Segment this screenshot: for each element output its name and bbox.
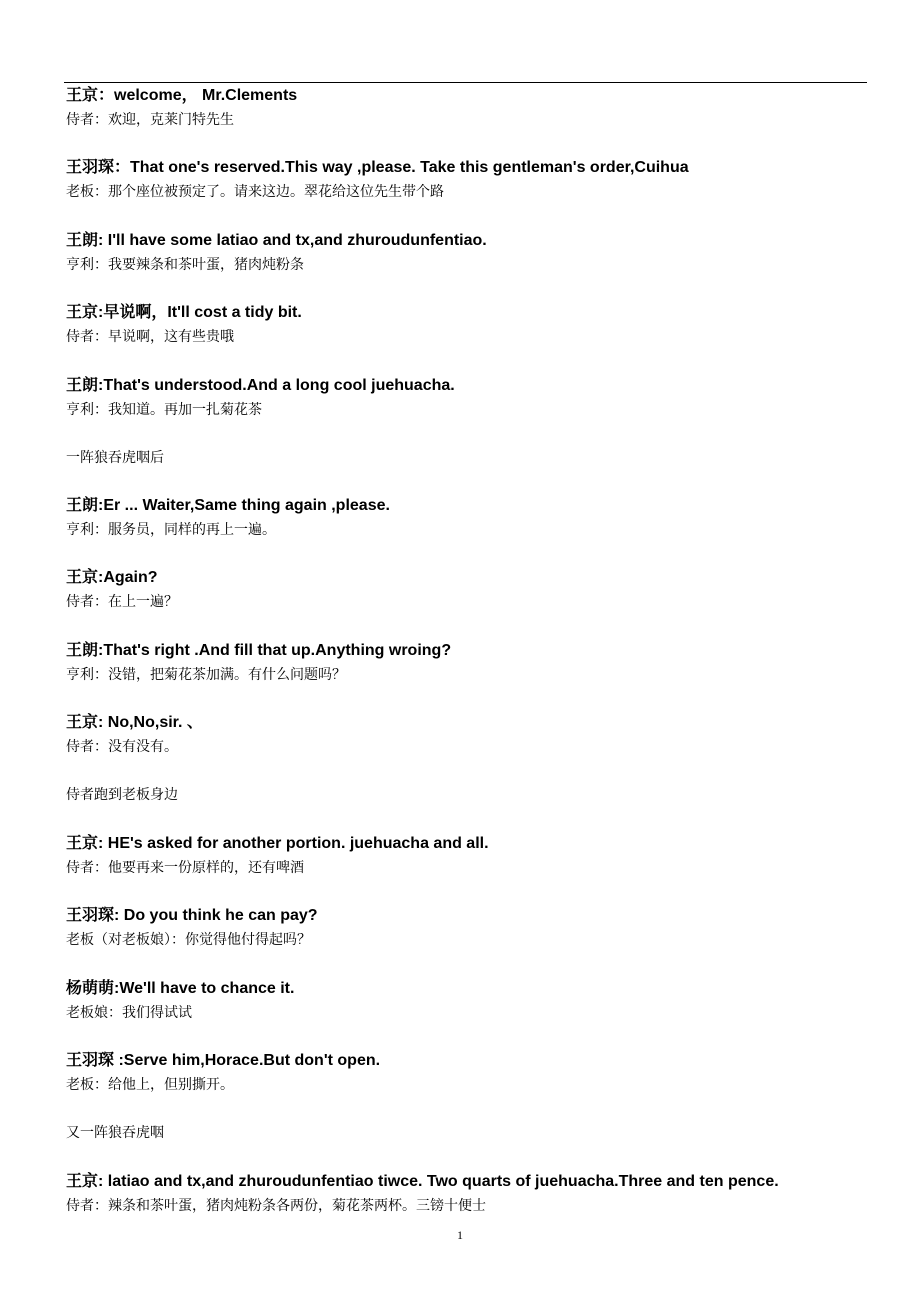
dialogue-chinese: 老板娘：我们得试试 xyxy=(66,1005,192,1021)
dialogue-chinese: 老板：给他上，但别撕开。 xyxy=(66,1077,234,1093)
dialogue-chinese: 老板（对老板娘）：你觉得他付得起吗？ xyxy=(66,932,311,948)
dialogue-english: 王朗:That's understood.And a long cool juehuacha. xyxy=(66,377,455,394)
stage-direction: 又一阵狼吞虎咽 xyxy=(66,1125,164,1141)
stage-direction: 一阵狼吞虎咽后 xyxy=(66,450,164,466)
dialogue-chinese: 亨利：我要辣条和茶叶蛋，猪肉炖粉条 xyxy=(66,257,304,273)
page-number: 1 xyxy=(457,1228,463,1242)
dialogue-chinese: 侍者：在上一遍？ xyxy=(66,594,178,610)
dialogue-chinese: 亨利：我知道。再加一扎菊花茶 xyxy=(66,402,262,418)
dialogue-chinese: 侍者：早说啊，这有些贵哦 xyxy=(66,329,234,345)
dialogue-chinese: 老板：那个座位被预定了。请来这边。翠花给这位先生带个路 xyxy=(66,184,444,200)
dialogue-english: 王羽琛 :Serve him,Horace.But don't open. xyxy=(66,1052,381,1069)
dialogue-english: 王朗:Er ... Waiter,Same thing again ,please. xyxy=(66,497,390,514)
dialogue-english: 王羽琛：That one's reserved.This way ,please. Take this gentleman's order,Cuihua xyxy=(66,159,689,176)
dialogue-chinese: 亨利：服务员，同样的再上一遍。 xyxy=(66,522,276,538)
dialogue-english: 王朗:That's right .And fill that up.Anything wroing? xyxy=(66,642,452,659)
dialogue-chinese: 侍者：没有没有。 xyxy=(66,739,178,755)
dialogue-english: 王羽琛: Do you think he can pay? xyxy=(66,907,318,924)
dialogue-chinese: 侍者：欢迎，克莱门特先生 xyxy=(66,112,234,128)
stage-direction: 侍者跑到老板身边 xyxy=(66,787,178,803)
dialogue-english: 王京: HE's asked for another portion. juehuacha and all. xyxy=(66,835,489,852)
dialogue-english: 王京: latiao and tx,and zhuroudunfentiao tiwce. Two quarts of juehuacha.Three and ten pence. xyxy=(66,1173,779,1190)
dialogue-english: 王京：welcome， Mr.Clements xyxy=(66,87,298,104)
dialogue-chinese: 侍者：他要再来一份原样的，还有啤酒 xyxy=(66,860,304,876)
dialogue-chinese: 亨利：没错，把菊花茶加满。有什么问题吗？ xyxy=(66,667,346,683)
dialogue-chinese: 侍者：辣条和茶叶蛋，猪肉炖粉条各两份，菊花茶两杯。三镑十便士 xyxy=(66,1198,486,1214)
dialogue-english: 王京:Again? xyxy=(66,569,158,586)
header-rule xyxy=(64,82,867,83)
dialogue-english: 王京: No,No,sir. 、 xyxy=(66,714,203,731)
dialogue-english: 王京:早说啊，It'll cost a tidy bit. xyxy=(66,304,302,321)
dialogue-english: 杨萌萌:We'll have to chance it. xyxy=(66,980,295,997)
dialogue-english: 王朗: I'll have some latiao and tx,and zhuroudunfentiao. xyxy=(66,232,487,249)
